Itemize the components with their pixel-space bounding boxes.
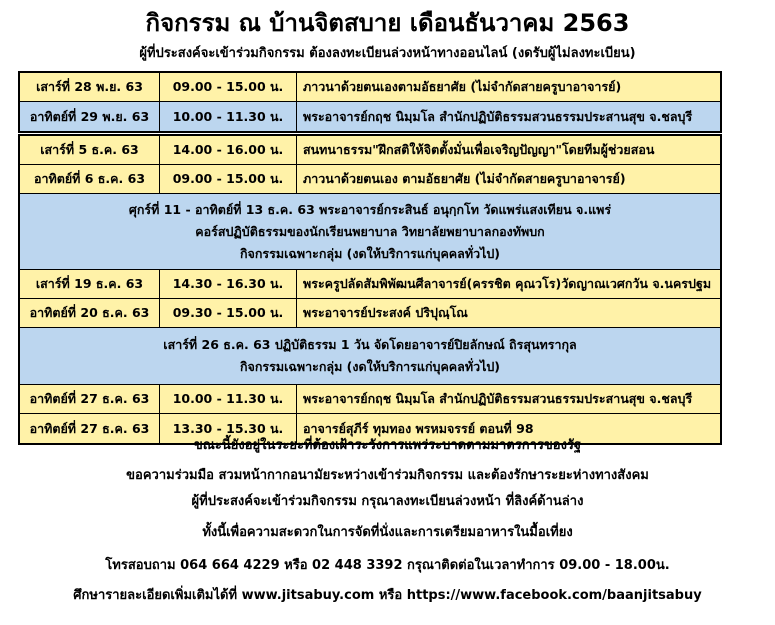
more-info-line	[0, 587, 775, 605]
registration-note: ผู้ที่ประสงค์จะเข้าร่วมกิจกรรม ต้องลงทะเบียนล่วงหน้าทางออนไลน์ (งดรับผู้ไม่ลงทะเบียน)	[139, 46, 636, 61]
table-row	[20, 136, 720, 165]
event-time: 14.30 - 16.30 น.	[160, 270, 297, 298]
event-date: อาทิตย์ที่ 27 ธ.ค. 63	[20, 414, 160, 443]
merged-event-line: ศุกร์ที่ 11 - อาทิตย์ที่ 13 ธ.ค. 63 พระอาจารย์กระสินธ์ อนุกฺกโท วัดแพร่แสงเทียน จ.แพร่	[128, 201, 612, 217]
notice-line: ขณะนี้ยังอยู่ในระยะที่ต้องเฝ้าระวังการแพร่ระบาดตามมาตรการของรัฐ	[193, 438, 582, 453]
event-date: เสาร์ที่ 19 ธ.ค. 63	[20, 270, 160, 298]
more-info-label: ศึกษารายละเอียดเพิ่มเติมได้ที่	[73, 588, 238, 603]
event-description: สนทนาธรรม"ฝึกสติให้จิตตั้งมั่นเพื่อเจริญปัญญา"โดยทีมผู้ช่วยสอน	[303, 142, 655, 157]
event-time: 10.00 - 11.30 น.	[160, 385, 297, 413]
event-date: อาทิตย์ที่ 27 ธ.ค. 63	[20, 385, 160, 413]
website-link[interactable]: www.jitsabuy.com	[241, 588, 375, 603]
table-row	[20, 165, 720, 194]
event-time: 09.00 - 15.00 น.	[160, 165, 297, 193]
table-row	[20, 270, 720, 299]
or-text: หรือ	[284, 558, 308, 573]
event-time: 14.00 - 16.00 น.	[160, 136, 297, 164]
facebook-link[interactable]: https://www.facebook.com/baanjitsabuy	[406, 588, 702, 603]
event-description: ภาวนาด้วยตนเองตามอัธยาศัย (ไม่จำกัดสายครูบาอาจารย์)	[303, 79, 622, 94]
event-time: 13.30 - 15.30 น.	[160, 414, 297, 443]
event-description: พระอาจารย์กฤช นิมฺมโล สำนักปฏิบัติธรรมสวนธรรมประสานสุข จ.ชลบุรี	[303, 391, 693, 406]
table-row	[20, 73, 720, 102]
page-title: กิจกรรม ณ บ้านจิตสบาย เดือนธันวาคม 2563	[145, 9, 630, 37]
merged-event-line: เสาร์ที่ 26 ธ.ค. 63 ปฏิบัติธรรม 1 วัน จัดโดยอาจารย์ปิยลักษณ์ ถิรสุนทรากุล	[163, 337, 577, 352]
phone-number-2: 02 448 3392	[312, 558, 403, 573]
merged-event-line: กิจกรรมเฉพาะกลุ่ม (งดให้บริการแก่บุคคลทั่วไป)	[239, 245, 501, 261]
schedule-table-december	[18, 134, 722, 445]
event-time: 09.30 - 15.00 น.	[160, 299, 297, 327]
event-date: อาทิตย์ที่ 20 ธ.ค. 63	[20, 299, 160, 327]
event-description: ภาวนาด้วยตนเอง ตามอัธยาศัย (ไม่จำกัดสายครูบาอาจารย์)	[303, 171, 626, 186]
event-time: 09.00 - 15.00 น.	[160, 73, 297, 101]
notice-line: ทั้งนี้เพื่อความสะดวกในการจัดที่นั่งและการเตรียมอาหารในมื้อเที่ยง	[202, 525, 573, 540]
or-text: หรือ	[378, 588, 403, 603]
event-time: 10.00 - 11.30 น.	[160, 102, 297, 131]
event-date: เสาร์ที่ 28 พ.ย. 63	[20, 73, 160, 101]
event-date: อาทิตย์ที่ 29 พ.ย. 63	[20, 102, 160, 131]
table-row	[20, 385, 720, 414]
merged-event-line: กิจกรรมเฉพาะกลุ่ม (งดให้บริการแก่บุคคลทั่วไป)	[239, 359, 501, 374]
contact-line	[0, 557, 775, 575]
notice-line: ขอความร่วมมือ สวมหน้ากากอนามัยระหว่างเข้าร่วมกิจกรรม และต้องรักษาระยะห่างทางสังคม	[126, 468, 649, 483]
event-description: พระอาจารย์ประสงค์ ปริปุณฺโณ	[303, 305, 468, 320]
phone-label: โทรสอบถาม	[105, 558, 176, 573]
merged-event-line: คอร์สปฏิบัติธรรมของนักเรียนพยาบาล วิทยาลัยพยาบาลกองทัพบก	[195, 223, 545, 239]
notice-line: ผู้ที่ประสงค์จะเข้าร่วมกิจกรรม กรุณาลงทะเบียนล่วงหน้า ที่ลิงค์ด้านล่าง	[191, 494, 584, 509]
office-hours: กรุณาติดต่อในเวลาทำการ 09.00 - 18.00น.	[407, 558, 670, 573]
table-row	[20, 102, 720, 131]
schedule-table-november	[18, 71, 722, 133]
merged-event-row	[20, 194, 720, 270]
table-row	[20, 299, 720, 328]
event-description: พระอาจารย์กฤช นิมฺมโล สำนักปฏิบัติธรรมสวนธรรมประสานสุข จ.ชลบุรี	[303, 108, 693, 124]
event-description: อาจารย์สุภีร์ ทุมทอง พรหมจรรย์ ตอนที่ 98	[303, 420, 534, 436]
phone-number-1: 064 664 4229	[180, 558, 280, 573]
merged-event-row	[20, 328, 720, 385]
event-date: เสาร์ที่ 5 ธ.ค. 63	[20, 136, 160, 164]
event-date: อาทิตย์ที่ 6 ธ.ค. 63	[20, 165, 160, 193]
event-description: พระครูปลัดสัมพิพัฒนศีลาจารย์(ครรชิต คุณวโร)วัดญาณเวศกวัน จ.นครปฐม	[303, 276, 712, 291]
